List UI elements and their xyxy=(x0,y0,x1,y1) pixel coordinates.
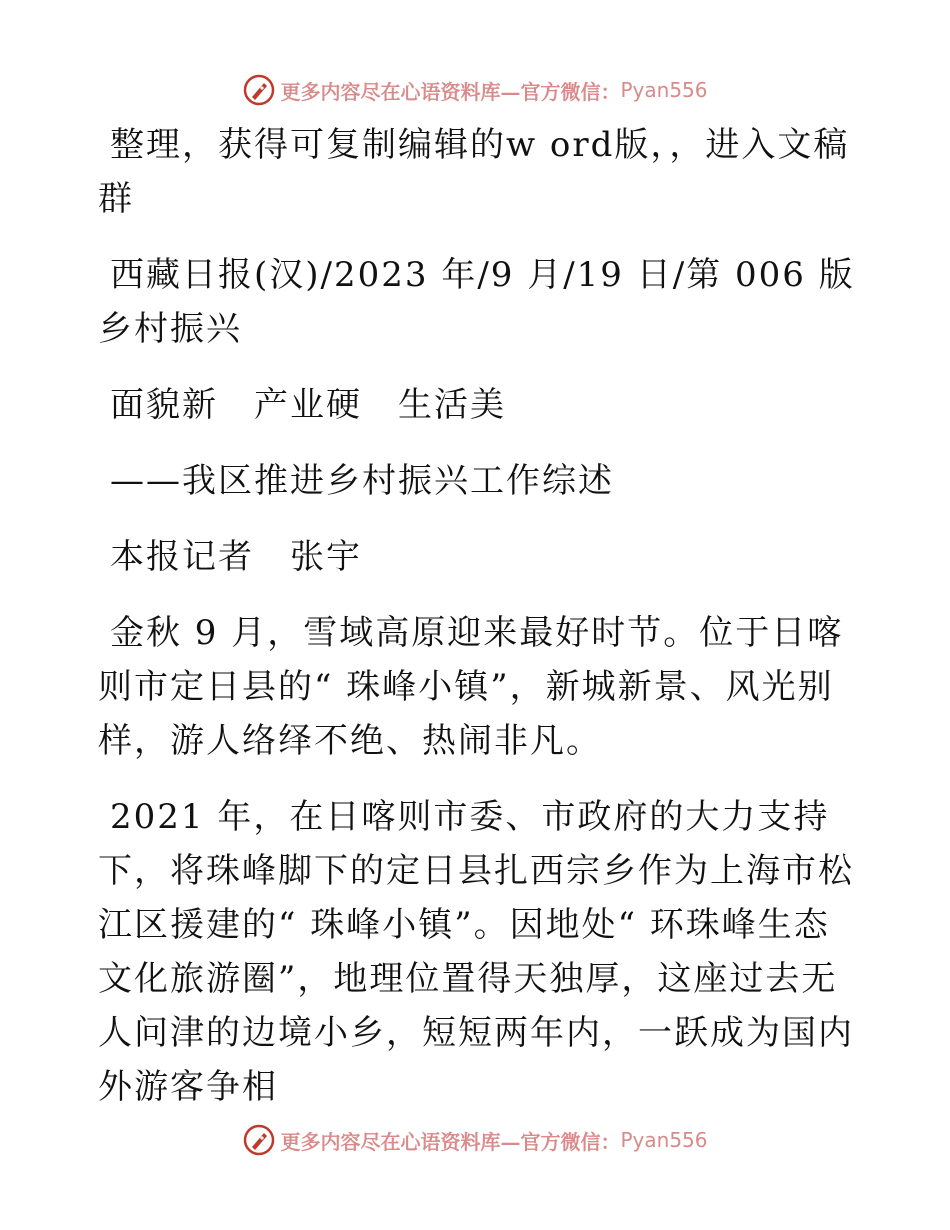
pen-nib-logo-icon xyxy=(242,1123,276,1157)
banner-wechat-id: Pyan556 xyxy=(620,1128,708,1152)
header-banner xyxy=(0,70,950,110)
document-body xyxy=(98,118,858,1136)
byline: 本报记者 张宇 xyxy=(110,537,362,577)
footer-banner xyxy=(0,1120,950,1160)
paragraph: 2021 年，在日喀则市委、市政府的大力支持下，将珠峰脚下的定日县扎西宗乡作为上海市松江区援建的“ 珠峰小镇”。因地处“ 环珠峰生态文化旅游圈”，地理位置得天独厚，这座过去无人问津的边境小乡，短短两年内，一跃成为国内外游客争相 xyxy=(98,797,854,1107)
article-subtitle: ——我区推进乡村振兴工作综述 xyxy=(110,461,614,501)
pen-nib-logo-icon xyxy=(242,73,276,107)
paragraph: 西藏日报(汉)/2023 年/9 月/19 日/第 006 版乡村振兴 xyxy=(98,255,855,349)
banner-text: 更多内容尽在心语资料库—官方微信： xyxy=(280,1129,621,1154)
paragraph: 金秋 9 月，雪域高原迎来最好时节。位于日喀则市定日县的“ 珠峰小镇”，新城新景、风光别样，游人络绎不绝、热闹非凡。 xyxy=(98,613,844,761)
banner-wechat-id: Pyan556 xyxy=(620,78,708,102)
banner-text: 更多内容尽在心语资料库—官方微信： xyxy=(280,79,621,104)
paragraph: 整理，获得可复制编辑的w ord版，，进入文稿群 xyxy=(98,125,850,219)
article-title: 面貌新 产业硬 生活美 xyxy=(110,385,506,425)
